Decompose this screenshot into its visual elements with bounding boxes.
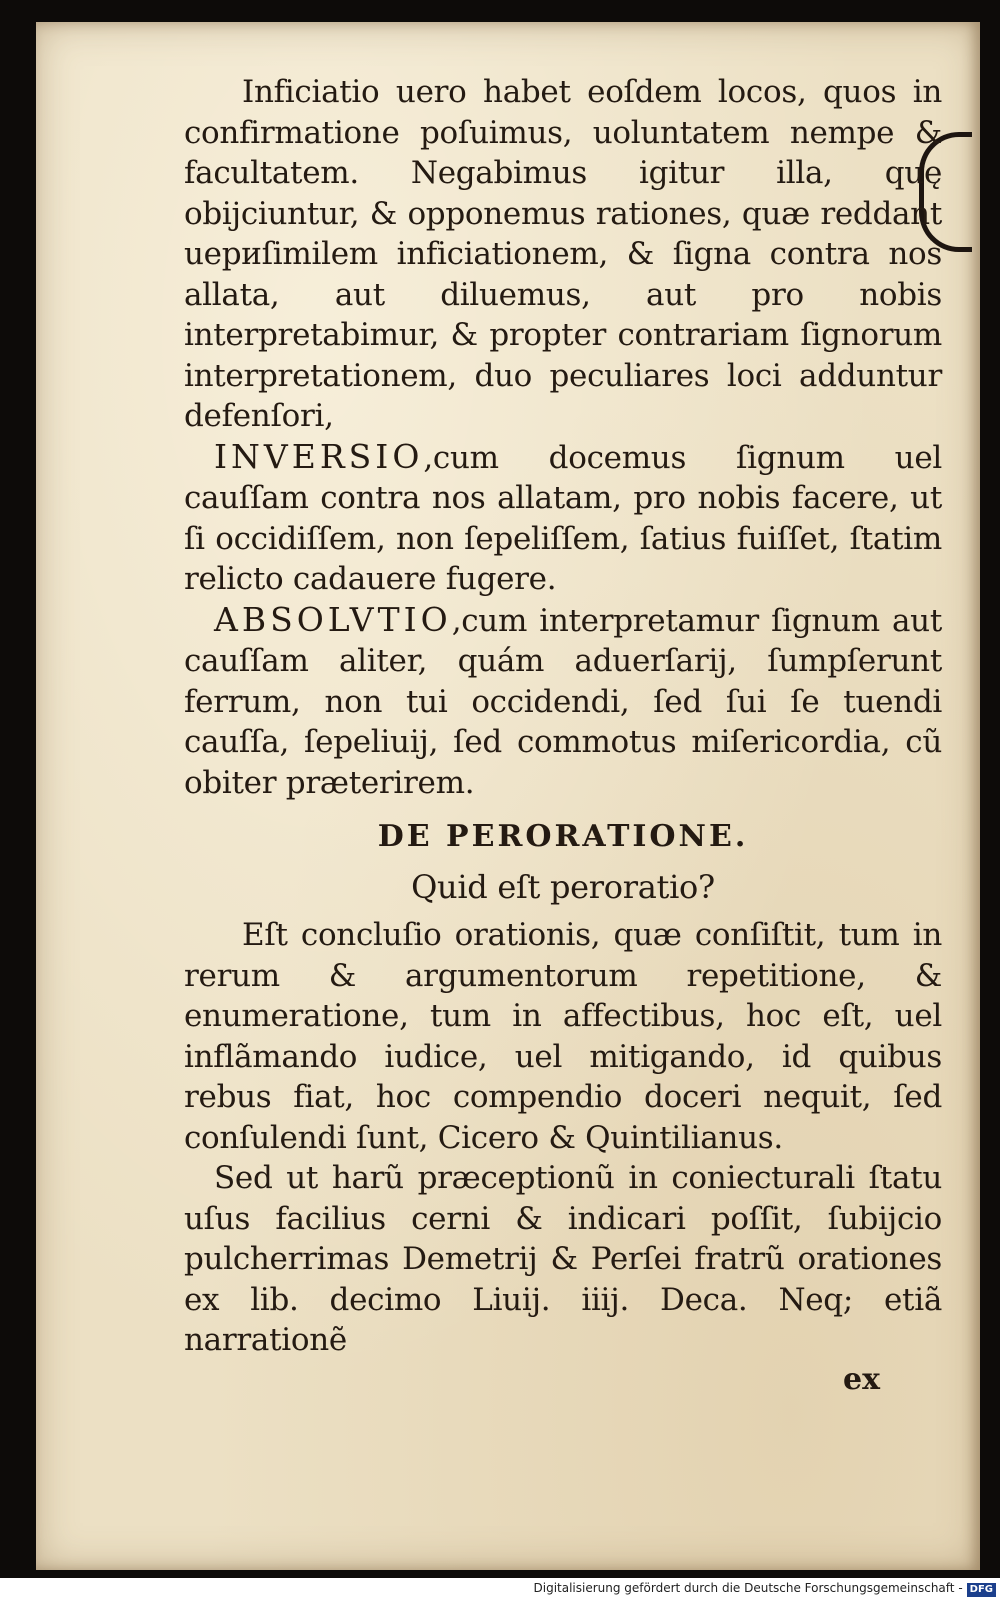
section-heading: DE PERORATIONE. xyxy=(377,819,749,854)
paragraph-conclusio: Eſt concluſio orationis, quæ conſiſtit, tum in rerum & argumentorum repetitione, & enumeratione, tum in affectibus, hoc eſt, uel inflãmando iudice, uel mitigando, id quibus rebus fiat, hoc compendio doceri nequit, ſed conſulendi ſunt, Cicero & Quintilianus. xyxy=(184,917,942,1156)
catchword: ex xyxy=(843,1362,880,1397)
absolutio-text: ,cum interpretamur ſignum aut cauſſam aliter, quám aduerſarij, ſumpſerunt ferrum, non tui occidendi, ſed ſui ſe tuendi cauſſa, ſepeliuij, ſed commotus miſericordia, cũ obiter præterirem. xyxy=(184,602,942,801)
inversio-term: INVERSIO xyxy=(214,436,424,476)
paragraph-inficiatio: Inficiatio uero habet eoſdem locos, quos in confirmatione poſuimus, uoluntatem nempe & facultatem. Negabimus igitur illa, quę obijciuntur, & opponemus rationes, quæ reddant uериſimilem inficiationem, & ſigna contra nos allata, aut diluemus, aut pro nobis interpretabimur, & propter contrariam ſignorum interpretationem, duo peculiares loci adduntur defenſori, xyxy=(184,74,942,434)
page-text xyxy=(184,72,942,1361)
paragraph-inversio xyxy=(184,437,942,600)
footer-credit: Digitalisierung gefördert durch die Deutsche Forschungsgemeinschaft - xyxy=(533,1581,963,1595)
book-page xyxy=(36,22,980,1570)
inversio-text: ,cum docemus ſignum uel cauſſam contra nos allatam, pro nobis facere, ut ſi occidiſſem, non ſepeliſſem, ſatius fuiſſet, ſtatim relicto cadauere fugere. xyxy=(184,439,942,597)
dfg-logo: DFG xyxy=(967,1583,996,1597)
digitization-footer xyxy=(0,1578,1000,1599)
paragraph-sed-ut: Sed ut harũ præceptionũ in coniecturali ſtatu uſus facilius cerni & indicari poſſit, ſubijcio pulcherrimas Demetrij & Perſei fratrũ orationes ex lib. decimo Liuij. iiij. Deca. Neq; etiã narrationẽ xyxy=(184,1160,942,1358)
section-question: Quid eſt peroratio? xyxy=(411,868,715,906)
paragraph-absolutio xyxy=(184,600,942,804)
absolutio-term: ABSOLVTIO xyxy=(214,599,452,639)
